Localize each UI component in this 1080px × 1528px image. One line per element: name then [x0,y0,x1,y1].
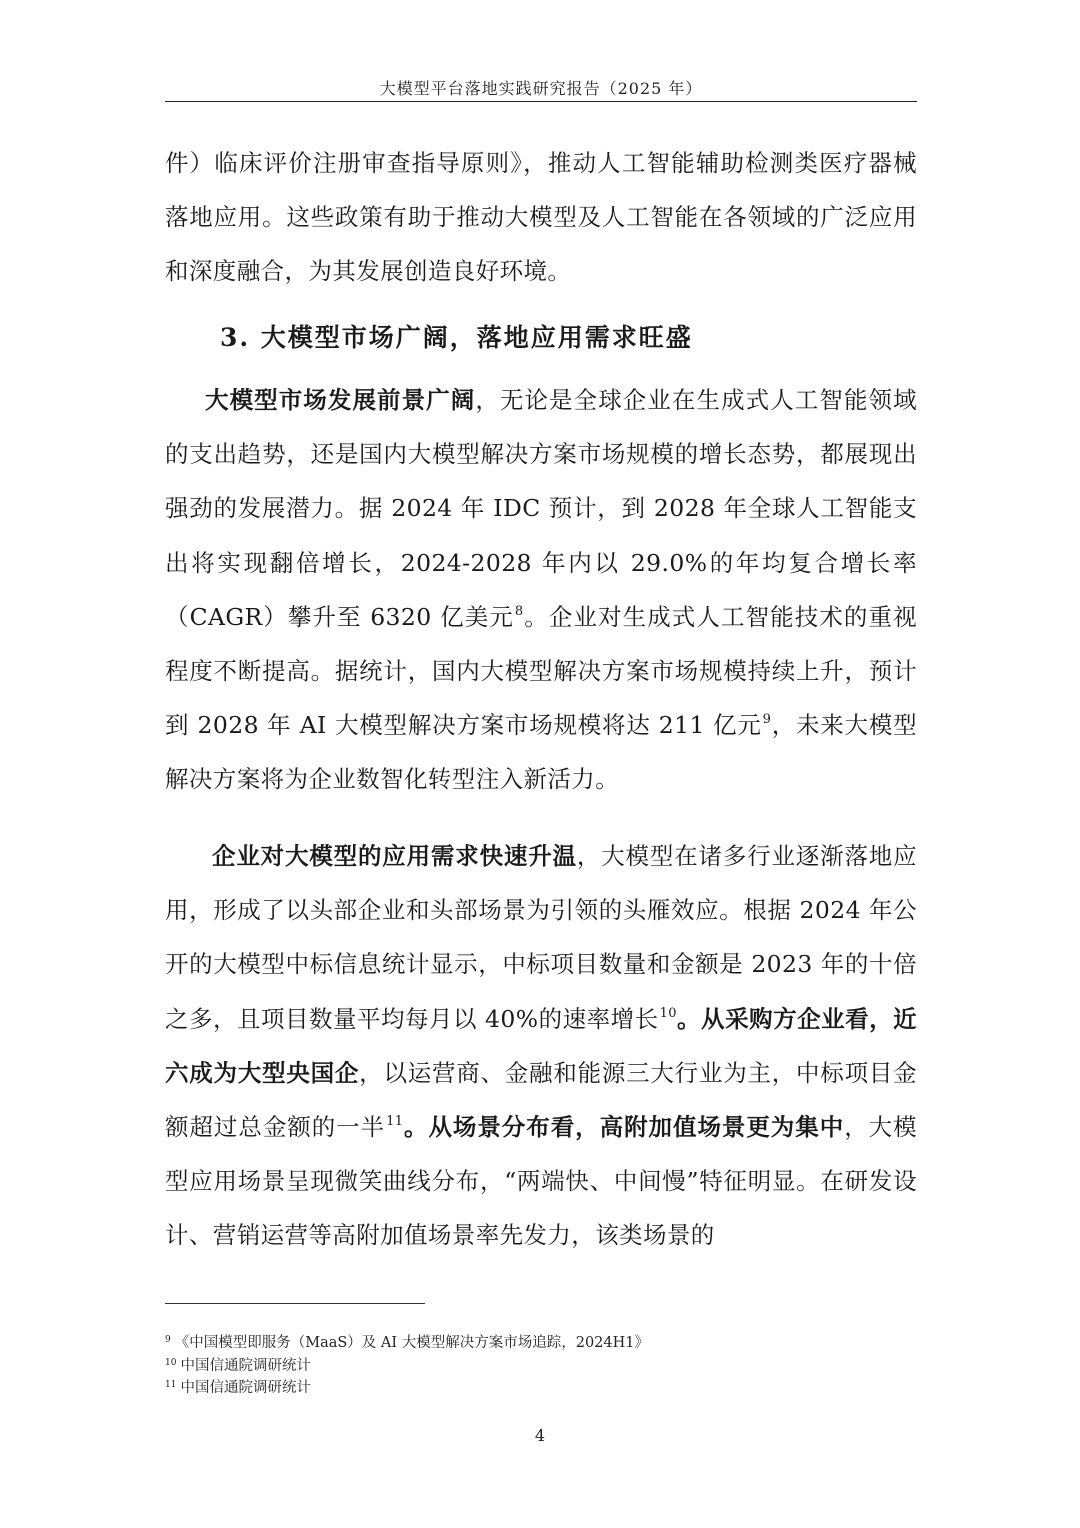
footnote-number: 10 [165,1357,177,1368]
paragraph-lead: 企业对大模型的应用需求快速升温 [212,842,577,870]
footnotes [165,1331,917,1399]
paragraph-text: ，无论是全球企业在生成式人工智能领域的支出趋势，还是国内大模型解决方案市场规模的增长态势，都展现出强劲的发展潜力。据 2024 年 IDC 预计，到 2028 年全球人工智能支出将实现翻倍增长，2024-2028 年内以 29.0%的年均复合增长率（CAGR）攀升至 6320 亿美元 [165,386,917,631]
footnote-ref: 8 [514,603,524,619]
paragraph-text: ，大模型在诸多行业逐渐落地应用，形成了以头部企业和头部场景为引领的头雁效应。根据 2024 年公开的大模型中标信息统计显示，中标项目数量和金额是 2023 年的十倍之多，且项目数量平均每月以 40%的速率增长 [165,842,917,1033]
footnote-ref: 10 [659,1005,677,1021]
paragraph-text: 件）临床评价注册审查指导原则》，推动人工智能辅助检测类医疗器械落地应用。这些政策有助于推动大模型及人工智能在各领域的广泛应用和深度融合，为其发展创造良好环境。 [165,149,917,286]
paragraph-lead: 大模型市场发展前景广阔 [205,386,476,414]
footnote-ref: 9 [762,712,772,728]
bold-statement: 。从场景分布看，高附加值场景更为集中 [403,1113,845,1142]
paragraph-text: ，大模型应用场景呈现微笑曲线分布，“两端快、中间慢”特征明显。在研发设计、营销运营等高附加值场景率先发力，该类场景的 [165,1113,917,1250]
paragraph-text: ，未来大模型解决方案将为企业数智化转型注入新活力。 [165,711,917,794]
bold-statement: 。从采购方企业看，近六成为大型央国企 [165,1004,917,1087]
footnote-number: 9 [165,1335,171,1345]
paragraph-text: ，以运营商、金融和能源三大行业为主，中标项目金额超过总金额的一半 [165,1058,918,1142]
paragraph-market-outlook [165,373,917,807]
paragraph-text: 。企业对生成式人工智能技术的重视程度不断提高。据统计，国内大模型解决方案市场规模持续上升，预计到 2028 年 AI 大模型解决方案市场规模将达 211 亿元 [165,602,917,740]
footnote-divider [165,1303,425,1304]
footnote-item [165,1376,917,1399]
footnote-text: 中国信通院调研统计 [180,1357,311,1374]
paragraph-policy-continuation [165,136,917,299]
footnote-text: 中国信通院调研统计 [180,1380,311,1396]
footnote-text: 《中国模型即服务（MaaS）及 AI 大模型解决方案市场追踪，2024H1》 [174,1335,649,1351]
section-heading: 3. 大模型市场广阔，落地应用需求旺盛 [220,323,693,352]
running-header: 大模型平台落地实践研究报告（2025 年） [379,79,703,98]
footnote-item [165,1354,917,1377]
paragraph-application-demand [165,829,917,1263]
footnote-number: 11 [165,1380,177,1390]
header-rule [165,101,917,102]
footnote-ref: 11 [386,1114,404,1130]
footnote-item [165,1331,917,1354]
page-number: 4 [534,1426,546,1445]
